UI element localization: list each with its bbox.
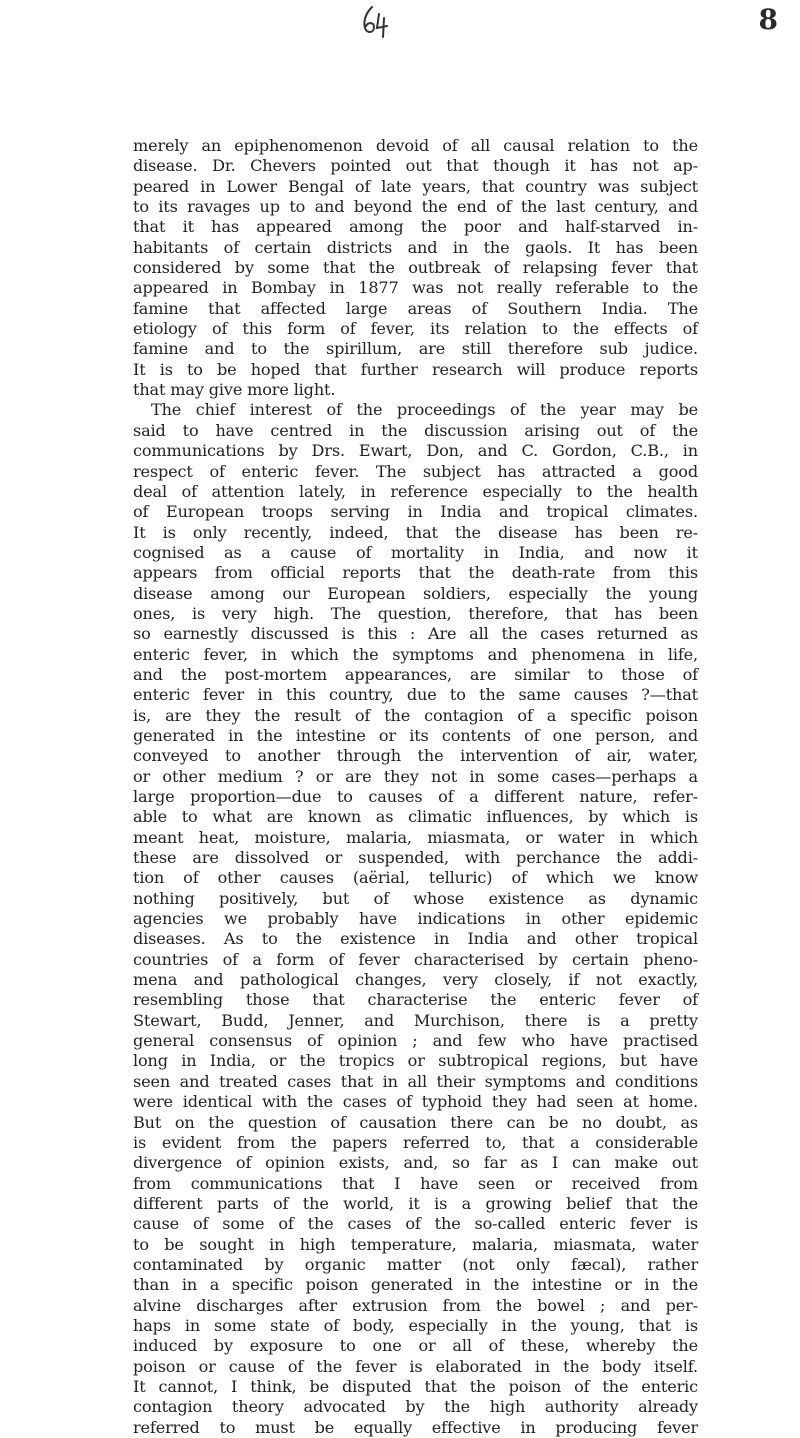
text-line: mena and pathological changes, very closely, if not exactly,: [133, 970, 698, 990]
text-line: meant heat, moisture, malaria, miasmata, or water in which: [133, 827, 698, 847]
text-line: that may give more light.: [133, 380, 336, 400]
text-line: contagion theory advocated by the high authority already: [133, 1397, 698, 1417]
text-line: diseases. As to the existence in India and other tropical: [133, 929, 698, 949]
text-line: considered by some that the outbreak of relapsing fever that: [133, 258, 698, 278]
text-line: large proportion—due to causes of a different nature, refer-: [133, 787, 698, 806]
text-line: long in India, or the tropics or subtropical regions, but have: [133, 1051, 698, 1071]
text-line: countries of a form of fever characterised by certain pheno-: [133, 949, 698, 969]
text-line: conveyed to another through the intervention of air, water,: [133, 746, 698, 766]
text-line: agencies we probably have indications in other epidemic: [133, 909, 698, 929]
text-line: famine that affected large areas of Southern India. The: [133, 298, 698, 318]
text-line: these are dissolved or suspended, with perchance the addi-: [133, 848, 698, 868]
text-line: peared in Lower Bengal of late years, that country was subject: [133, 176, 698, 196]
text-line: induced by exposure to one or all of these, whereby the: [133, 1336, 698, 1356]
text-line: tion of other causes (aërial, telluric) of which we know: [133, 868, 698, 888]
text-line: famine and to the spirillum, are still therefore sub judice.: [133, 339, 698, 359]
text-line: seen and treated cases that in all their symptoms and conditions: [133, 1071, 698, 1091]
paragraph: [133, 400, 698, 1438]
text-line: But on the question of causation there can be no doubt, as: [133, 1112, 698, 1132]
text-line: disease among our European soldiers, especially the young: [133, 583, 698, 603]
text-line: It cannot, I think, be disputed that the poison of the enteric: [133, 1376, 698, 1396]
text-line: from communications that I have seen or received from: [133, 1173, 698, 1193]
text-line: habitants of certain districts and in the gaols. It has been: [133, 237, 698, 257]
text-line: contaminated by organic matter (not only fæcal), rather: [133, 1254, 698, 1274]
page-body: [133, 136, 698, 1438]
text-line: able to what are known as climatic influences, by which is: [133, 807, 698, 827]
text-line: haps in some state of body, especially in the young, that is: [133, 1315, 698, 1335]
text-line: cause of some of the cases of the so-called enteric fever is: [133, 1214, 698, 1234]
text-line: disease. Dr. Chevers pointed out that though it has not ap-: [133, 156, 698, 176]
text-line: poison or cause of the fever is elaborated in the body itself.: [133, 1356, 698, 1376]
text-line: that it has appeared among the poor and half-starved in-: [133, 217, 698, 237]
text-line: than in a specific poison generated in the intestine or in the: [133, 1275, 698, 1295]
text-line: is, are they the result of the contagion of a specific poison: [133, 705, 698, 725]
text-line: different parts of the world, it is a growing belief that the: [133, 1193, 698, 1213]
text-line: were identical with the cases of typhoid they had seen at home.: [133, 1092, 698, 1112]
text-line: respect of enteric fever. The subject has attracted a good: [133, 461, 698, 481]
handwritten-page-number: [360, 4, 390, 38]
text-line: merely an epiphenomenon devoid of all causal relation to the: [133, 136, 698, 155]
text-line: to be sought in high temperature, malaria, miasmata, water: [133, 1234, 698, 1254]
text-line: and the post-mortem appearances, are similar to those of: [133, 664, 698, 684]
text-line: resembling those that characterise the enteric fever of: [133, 990, 698, 1010]
corner-mark: 8: [758, 3, 778, 36]
text-line: It is only recently, indeed, that the disease has been re-: [133, 522, 698, 542]
text-line: enteric fever in this country, due to the same causes ?—that: [133, 685, 698, 705]
text-line: appears from official reports that the death-rate from this: [133, 563, 698, 583]
text-line: so earnestly discussed is this : Are all the cases returned as: [133, 624, 698, 644]
paragraph: [133, 136, 698, 400]
text-line: appeared in Bombay in 1877 was not really referable to the: [133, 278, 698, 298]
text-line: cognised as a cause of mortality in India, and now it: [133, 542, 698, 562]
text-line: enteric fever, in which the symptoms and phenomena in life,: [133, 644, 698, 664]
text-line: is evident from the papers referred to, that a considerable: [133, 1132, 698, 1152]
text-line: or other medium ? or are they not in some cases—perhaps a: [133, 766, 698, 786]
text-line: generated in the intestine or its contents of one person, and: [133, 725, 698, 745]
text-line: divergence of opinion exists, and, so far as I can make out: [133, 1153, 698, 1173]
text-line: communications by Drs. Ewart, Don, and C. Gordon, C.B., in: [133, 441, 698, 461]
text-line: etiology of this form of fever, its relation to the effects of: [133, 319, 698, 339]
text-line: to its ravages up to and beyond the end of the last century, and: [133, 197, 698, 217]
text-line: said to have centred in the discussion arising out of the: [133, 420, 698, 440]
text-line: ones, is very high. The question, therefore, that has been: [133, 603, 698, 623]
text-line: alvine discharges after extrusion from the bowel ; and per-: [133, 1295, 698, 1315]
text-line: general consensus of opinion ; and few who have practised: [133, 1031, 698, 1051]
text-line: The chief interest of the proceedings of the year may be: [151, 400, 698, 420]
text-line: Stewart, Budd, Jenner, and Murchison, there is a pretty: [133, 1010, 698, 1030]
text-line: It is to be hoped that further research will produce reports: [133, 359, 698, 379]
text-line: of European troops serving in India and tropical climates.: [133, 502, 698, 522]
text-line: referred to must be equally effective in producing fever: [133, 1417, 698, 1437]
text-line: nothing positively, but of whose existence as dynamic: [133, 888, 698, 908]
text-line: deal of attention lately, in reference especially to the health: [133, 481, 698, 501]
